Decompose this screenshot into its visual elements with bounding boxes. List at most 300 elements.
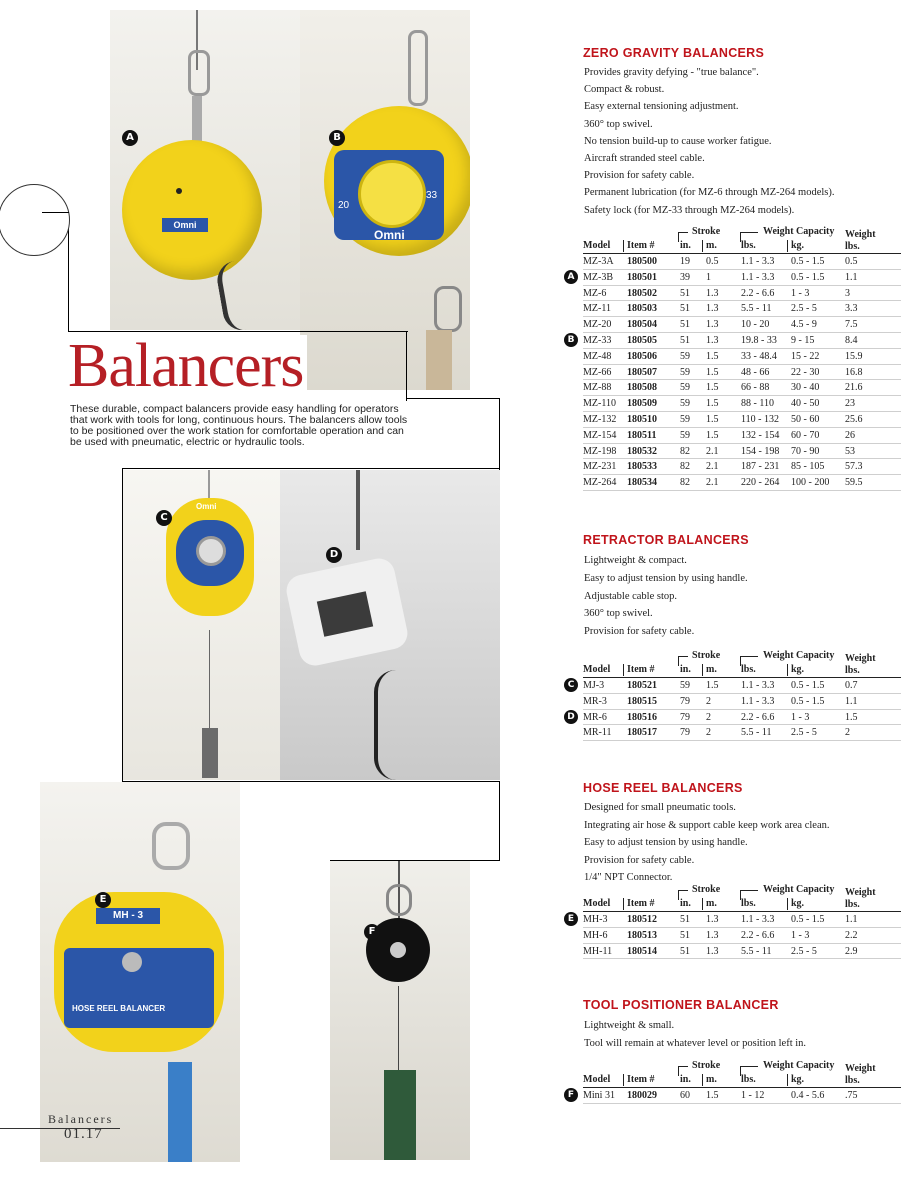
marker-e: E [95,892,111,908]
item-header: Item # [627,664,655,675]
cell-weight: 1.1 [845,914,858,925]
section-tab-circle [0,184,70,256]
frame-line [122,781,500,782]
in-header: in. [680,1074,691,1085]
snap-hook [434,286,462,332]
cell-item: 180500 [627,256,657,267]
cell-weight: 53 [845,445,855,457]
cell-stroke-m: 1.5 [706,382,719,394]
cell-capacity-kg: 50 - 60 [791,414,820,425]
cell-capacity-kg: 1 - 3 [791,287,810,299]
cell-model: MZ-48 [583,350,612,362]
cell-stroke-in: 59 [680,350,690,362]
s-hook [386,884,412,916]
mh3-plate: MH - 3 [96,908,160,924]
cell-stroke-in: 79 [680,695,690,707]
cell-capacity-kg: 0.4 - 5.6 [791,1090,825,1101]
cell-stroke-in: 51 [680,319,690,331]
top-hook [152,822,190,870]
kg-header: kg. [791,240,805,251]
kg-header: kg. [791,898,805,909]
cell-capacity-kg: 1 - 3 [791,929,810,941]
cell-model: MZ-88 [583,382,612,394]
feature-line: Provision for safety cable. [584,626,695,638]
feature-line: Easy to adjust tension by using handle. [584,837,748,849]
weight-lbs-header: lbs. [845,899,860,910]
stroke-header: Stroke [692,884,721,895]
cell-weight: 21.6 [845,382,863,394]
cell-stroke-m: 1.5 [706,680,719,691]
chain [356,470,360,550]
cell-stroke-m: 1.3 [706,914,719,925]
carabiner-hook [188,50,210,96]
capacity-bracket [740,1066,758,1067]
frame-line [499,398,500,470]
col-divider [787,898,788,910]
cell-item: 180514 [627,945,657,957]
cell-capacity-kg: 2.5 - 5 [791,303,817,315]
cell-item: 180501 [627,271,657,283]
col-divider [623,1074,624,1086]
feature-line: Safety lock (for MZ-33 through MZ-264 models). [584,204,795,216]
row-marker-f: F [564,1088,578,1102]
weight-lbs-header: lbs. [845,241,860,252]
feature-line: Lightweight & small. [584,1020,675,1031]
cell-stroke-m: 2.1 [706,445,719,457]
col-divider [702,240,703,252]
cell-model: MR-3 [583,695,607,707]
row-marker-d: D [564,710,578,724]
swivel [192,96,202,146]
cell-weight: 2.9 [845,945,858,957]
cell-stroke-m: 1.5 [706,414,719,425]
cell-stroke-m: 1.3 [706,287,719,299]
feature-line: 360° top swivel. [584,118,653,130]
feature-line: Lightweight & compact. [584,555,687,566]
cell-capacity-lbs: 2.2 - 6.6 [741,929,775,941]
cell-capacity-lbs: 66 - 88 [741,382,770,394]
section-title: TOOL POSITIONER BALANCER [583,998,779,1012]
cell-stroke-in: 82 [680,445,690,457]
cell-item: 180511 [627,429,657,441]
cell-model: MZ-20 [583,319,612,331]
cell-capacity-kg: 0.5 - 1.5 [791,256,825,267]
footer-page-number: 01.17 [64,1126,103,1142]
cell-capacity-kg: 70 - 90 [791,445,820,457]
cell-capacity-lbs: 187 - 231 [741,461,780,473]
kg-header: kg. [791,664,805,675]
cell-capacity-kg: 15 - 22 [791,350,820,362]
tool-grip [426,330,452,390]
cell-item: 180504 [627,319,657,331]
cell-capacity-lbs: 5.5 - 11 [741,727,772,739]
row-marker-a: A [564,270,578,284]
model-header: Model [583,240,611,251]
cell-stroke-in: 82 [680,477,690,489]
cell-stroke-m: 2.1 [706,477,719,489]
item-header: Item # [627,1074,655,1085]
cell-weight: 1.1 [845,271,858,283]
cell-model: MZ-154 [583,429,617,441]
cell-capacity-lbs: 220 - 264 [741,477,780,489]
cell-item: 180515 [627,695,657,707]
cell-item: 180502 [627,287,657,299]
cell-capacity-kg: 9 - 15 [791,335,815,346]
marker-a: A [122,130,138,146]
cell-model: MZ-6 [583,287,607,299]
cell-stroke-in: 59 [680,429,690,441]
cell-stroke-in: 51 [680,303,690,315]
cell-stroke-in: 39 [680,271,690,283]
center-knob [196,536,226,566]
feature-line: Provision for safety cable. [584,854,695,866]
cell-item: 180507 [627,366,657,378]
cell-capacity-kg: 0.5 - 1.5 [791,680,825,691]
item-header: Item # [627,898,655,909]
cell-weight: 16.8 [845,366,863,378]
cell-item: 180505 [627,335,657,346]
cell-item: 180521 [627,680,657,691]
frame-line [499,781,500,861]
photo-balancer-e [40,782,240,1162]
cell-stroke-m: 1.3 [706,929,719,941]
cell-capacity-lbs: 88 - 110 [741,398,774,410]
tool-cable [374,670,418,780]
cell-capacity-lbs: 2.2 - 6.6 [741,711,775,723]
cell-stroke-in: 51 [680,287,690,299]
capacity-header: Weight Capacity [763,1060,835,1071]
cell-stroke-m: 1.5 [706,366,719,378]
cell-model: Mini 31 [583,1090,615,1101]
weight-lbs-header: lbs. [845,1075,860,1086]
cell-stroke-m: 1.5 [706,1090,719,1101]
feature-line: Tool will remain at whatever level or position left in. [584,1037,807,1049]
col-divider [623,664,624,676]
feature-line: Compact & robust. [584,84,665,96]
cell-stroke-m: 1.5 [706,429,719,441]
cell-stroke-in: 60 [680,1090,690,1101]
cell-capacity-kg: 2.5 - 5 [791,945,817,957]
cell-capacity-lbs: 5.5 - 11 [741,945,772,957]
cell-weight: 2.2 [845,929,858,941]
col-divider [623,240,624,252]
frame-line [122,468,500,469]
feature-line: Permanent lubrication (for MZ-6 through MZ-264 models). [584,187,835,199]
cell-capacity-lbs: 1.1 - 3.3 [741,914,775,925]
cell-item: 180534 [627,477,657,489]
cell-stroke-in: 59 [680,414,690,425]
cell-stroke-in: 59 [680,398,690,410]
cell-stroke-in: 82 [680,461,690,473]
retract-cable [209,630,210,740]
weight-lbs-header: lbs. [845,665,860,676]
lbs-header: lbs. [741,898,756,909]
cell-capacity-lbs: 154 - 198 [741,445,780,457]
omni-badge-b: Omni [374,228,405,242]
cell-capacity-lbs: 1.1 - 3.3 [741,680,775,691]
cell-model: MR-6 [583,711,607,723]
stroke-bracket [678,656,688,657]
stroke-bracket [678,1066,679,1076]
footer-section-label: Balancers [48,1112,114,1126]
in-header: in. [680,664,691,675]
cell-capacity-kg: 40 - 50 [791,398,820,410]
lbs-header: lbs. [741,1074,756,1085]
marker-c: C [156,510,172,526]
cell-capacity-lbs: 1.1 - 3.3 [741,271,775,283]
in-header: in. [680,898,691,909]
carabiner-hook [408,30,428,106]
feature-line: Easy to adjust tension by using handle. [584,572,748,584]
cell-weight: 3 [845,287,850,299]
cell-stroke-m: 2 [706,695,711,707]
suspension-cable [208,470,210,500]
section-title: ZERO GRAVITY BALANCERS [583,46,765,60]
row-marker-e: E [564,912,578,926]
photo-balancer-b [300,10,470,390]
col-divider [623,898,624,910]
feature-line: Provides gravity defying - "true balance". [584,67,759,78]
stroke-header: Stroke [692,226,721,237]
cell-model: MZ-110 [583,398,616,410]
cell-model: MZ-198 [583,445,617,457]
omni-badge-c: Omni [196,502,217,511]
cell-item: 180029 [627,1090,657,1101]
stroke-bracket [678,890,688,891]
page-title: Balancers [68,335,307,397]
cell-stroke-in: 51 [680,945,690,957]
lbs-header: lbs. [741,240,756,251]
dial-knob [358,160,426,228]
frame-line [406,331,407,401]
row-marker-c: C [564,678,578,692]
photo-balancer-f [330,860,470,1160]
cell-model: MZ-3A [583,256,614,267]
section-title: HOSE REEL BALANCERS [583,781,743,795]
m-header: m. [706,898,717,909]
hose-hub [122,952,142,972]
m-header: m. [706,1074,717,1085]
lbs-header: lbs. [741,664,756,675]
cell-model: MZ-3B [583,271,613,283]
cell-stroke-in: 79 [680,711,690,723]
cell-capacity-kg: 22 - 30 [791,366,820,378]
tool-cable [214,257,270,330]
feature-line: Designed for small pneumatic tools. [584,802,736,813]
cable [398,986,399,1076]
cell-item: 180506 [627,350,657,362]
capacity-bracket [740,890,758,891]
cell-stroke-m: 1.5 [706,350,719,362]
cell-model: MR-11 [583,727,612,739]
marker-d: D [326,547,342,563]
tension-hole [176,188,182,194]
item-header: Item # [627,240,655,251]
cell-weight: 23 [845,398,855,410]
feature-line: Provision for safety cable. [584,170,695,182]
m-header: m. [706,240,717,251]
cell-capacity-lbs: 19.8 - 33 [741,335,777,346]
feature-line: Adjustable cable stop. [584,590,678,602]
cell-capacity-kg: 0.5 - 1.5 [791,695,825,707]
stroke-bracket [678,890,679,900]
cell-model: MZ-66 [583,366,612,378]
row-marker-b: B [564,333,578,347]
cell-weight: 3.3 [845,303,858,315]
capacity-header: Weight Capacity [763,650,835,661]
cell-weight: 25.6 [845,414,863,425]
cell-capacity-kg: 85 - 105 [791,461,825,473]
cell-model: MH-11 [583,945,613,957]
feature-line: Easy external tensioning adjustment. [584,101,739,113]
cell-weight: 57.3 [845,461,863,473]
frame-line [42,212,69,213]
col-divider [702,898,703,910]
cell-stroke-in: 51 [680,929,690,941]
cell-model: MZ-264 [583,477,617,489]
kg-header: kg. [791,1074,805,1085]
cell-capacity-lbs: 33 - 48.4 [741,350,777,362]
cell-stroke-m: 2.1 [706,461,719,473]
cell-model: MH-3 [583,914,608,925]
capacity-bracket [740,656,758,657]
cell-stroke-m: 0.5 [706,256,719,267]
cell-model: MH-6 [583,929,608,941]
cell-weight: 59.5 [845,477,863,489]
cell-weight: .75 [845,1090,858,1101]
tool [202,728,218,778]
weight-header: Weight [845,887,876,898]
omni-badge-a: Omni [162,218,208,232]
cell-capacity-kg: 4.5 - 9 [791,319,817,331]
cell-model: MZ-132 [583,414,617,425]
intro-paragraph: These durable, compact balancers provide easy handling for operators that work with tools for long, continuous hours. The balancers allow tools to be positioned over the work station for comfortable operation and can be used with pneumatic, electric or hydraulic tools. [70,404,410,448]
feature-line: Integrating air hose & support cable keep work area clean. [584,819,830,831]
air-hose [168,1062,192,1162]
in-header: in. [680,240,691,251]
cell-capacity-lbs: 48 - 66 [741,366,770,378]
cell-capacity-lbs: 1.1 - 3.3 [741,256,775,267]
cell-stroke-in: 59 [680,680,690,691]
cell-capacity-kg: 0.5 - 1.5 [791,271,825,283]
model-header: Model [583,898,611,909]
col-divider [787,664,788,676]
frame-line [330,860,500,861]
cell-weight: 2 [845,727,850,739]
stroke-bracket [678,232,688,233]
cell-stroke-m: 1.5 [706,398,719,410]
cell-weight: 1.1 [845,695,858,707]
photo-balancer-d [280,470,500,780]
feature-line: 1/4" NPT Connector. [584,872,673,884]
cell-stroke-m: 1.3 [706,945,719,957]
cell-stroke-m: 1.3 [706,303,719,315]
feature-line: No tension build-up to cause worker fatigue. [584,135,772,147]
cell-item: 180510 [627,414,657,425]
cell-item: 180533 [627,461,657,473]
center-cap [390,942,406,958]
marker-b: B [329,130,345,146]
col-divider [702,664,703,676]
cell-item: 180512 [627,914,657,925]
cell-capacity-lbs: 1 - 12 [741,1090,765,1101]
section-title: RETRACTOR BALANCERS [583,533,749,547]
cell-stroke-in: 59 [680,366,690,378]
dial-right-value: 33 [426,190,438,201]
stroke-header: Stroke [692,650,721,661]
cell-capacity-lbs: 2.2 - 6.6 [741,287,775,299]
stroke-header: Stroke [692,1060,721,1071]
col-divider [787,240,788,252]
cell-capacity-kg: 30 - 40 [791,382,820,394]
cell-model: MZ-33 [583,335,612,346]
cell-model: MZ-231 [583,461,617,473]
cell-capacity-lbs: 1.1 - 3.3 [741,695,775,707]
cell-stroke-in: 79 [680,727,690,739]
cell-capacity-lbs: 5.5 - 11 [741,303,772,315]
weight-header: Weight [845,229,876,240]
cell-weight: 15.9 [845,350,863,362]
frame-line [406,398,500,399]
cell-weight: 0.5 [845,256,858,267]
cell-stroke-in: 19 [680,256,690,267]
cell-capacity-kg: 2.5 - 5 [791,727,817,739]
cell-capacity-lbs: 10 - 20 [741,319,770,331]
cell-stroke-in: 59 [680,382,690,394]
feature-line: 360° top swivel. [584,608,653,620]
cell-item: 180503 [627,303,657,315]
cell-stroke-m: 2 [706,727,711,739]
cell-stroke-m: 1.3 [706,335,719,346]
cell-stroke-m: 2 [706,711,711,723]
dial-left-value: 20 [338,200,350,211]
model-header: Model [583,1074,611,1085]
frame-line [122,468,123,782]
stroke-bracket [678,656,679,666]
cell-model: MJ-3 [583,680,605,691]
col-divider [787,1074,788,1086]
cell-stroke-m: 1.3 [706,319,719,331]
cell-item: 180517 [627,727,657,739]
cell-stroke-in: 51 [680,335,690,346]
cell-model: MZ-11 [583,303,611,315]
feature-line: Aircraft stranded steel cable. [584,153,705,164]
cell-capacity-kg: 1 - 3 [791,711,810,723]
cell-weight: 8.4 [845,335,858,346]
cell-capacity-lbs: 110 - 132 [741,414,779,425]
cell-weight: 26 [845,429,855,441]
cell-item: 180508 [627,382,657,394]
weight-header: Weight [845,653,876,664]
cell-item: 180513 [627,929,657,941]
cell-capacity-lbs: 132 - 154 [741,429,780,441]
stroke-bracket [678,232,679,242]
capacity-header: Weight Capacity [763,226,835,237]
cell-item: 180532 [627,445,657,457]
cell-weight: 7.5 [845,319,858,331]
cell-capacity-kg: 60 - 70 [791,429,820,441]
cell-capacity-kg: 100 - 200 [791,477,830,489]
cell-capacity-kg: 0.5 - 1.5 [791,914,825,925]
cell-weight: 1.5 [845,711,858,723]
cell-weight: 0.7 [845,680,858,691]
capacity-header: Weight Capacity [763,884,835,895]
cell-stroke-in: 51 [680,914,690,925]
capacity-bracket [740,232,758,233]
photo-balancer-c [122,470,302,780]
cell-stroke-m: 1 [706,271,711,283]
stroke-bracket [678,1066,688,1067]
